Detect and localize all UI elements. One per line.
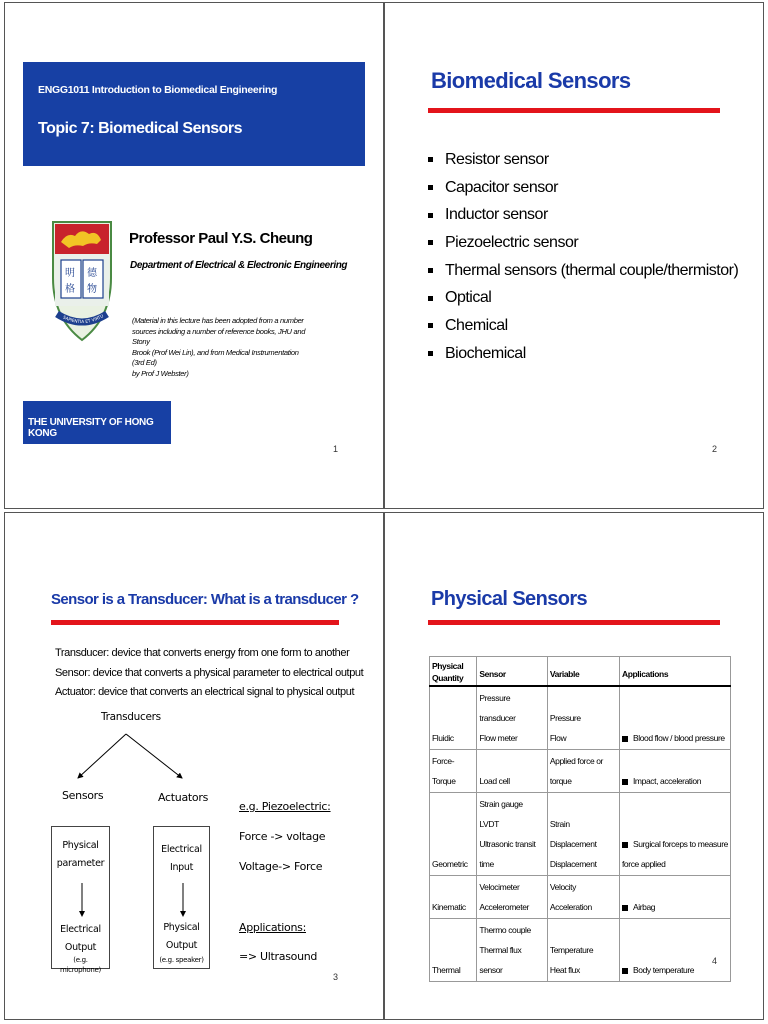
bullet-icon [428,323,433,328]
bullet-icon [428,268,433,273]
header-applications: Applications [619,657,730,687]
page-number: 3 [333,972,339,982]
header-sensor: Sensor [477,657,548,687]
svg-text:德: 德 [87,268,97,279]
bullet-icon [428,351,433,356]
slide-3-title: Sensor is a Transducer: What is a transducer ? [51,591,359,608]
down-arrow-icon [180,883,186,917]
table-row: Fluidic Pressure transducer Flow meter Pressure Flow Blood flow / blood pressure [430,686,731,750]
title-rule [428,620,720,625]
crest-motto: SAPIENTIA ET VIRTU [61,314,105,326]
list-item: Resistor sensor [428,146,738,174]
sensor-type-list [428,146,738,368]
course-name: ENGG1011 Introduction to Biomedical Engineering [38,84,278,96]
list-item: Piezoelectric sensor [428,229,738,257]
page-number: 2 [712,444,718,454]
svg-text:明: 明 [65,268,75,279]
bullet-icon [428,240,433,245]
title-rule [428,108,720,113]
example-heading: e.g. Piezoelectric: [239,800,331,813]
tree-root-label: Transducers [101,711,161,723]
example-line-2: Voltage-> Force [239,860,323,873]
physical-sensors-table [429,656,731,982]
title-band [23,62,365,166]
applications-heading: Applications: [239,921,306,934]
table-row: Kinematic Velocimeter Accelerometer Velocity Acceleration Airbag [430,876,731,919]
bullet-icon [622,905,628,911]
bullet-icon [428,157,433,162]
list-item: Inductor sensor [428,201,738,229]
page-number: 4 [712,956,718,966]
slide-4-title: Physical Sensors [431,588,588,610]
table-row: Thermal Thermo couple Thermal flux sensor Temperature Heat flux Body temperature [430,919,731,982]
table-row: Geometric Strain gauge LVDT Ultrasonic transit time Strain Displacement Displacement Surgical forceps to measure force applied [430,793,731,876]
page-number: 1 [333,444,339,454]
table-header-row [430,657,731,687]
list-item: Biochemical [428,340,738,368]
applications-line: => Ultrasound [239,950,318,963]
bullet-icon [622,736,628,742]
hku-crest-logo [49,218,115,344]
list-item: Chemical [428,312,738,340]
down-arrow-icon [79,883,85,917]
list-item: Capacitor sensor [428,174,738,202]
sensor-box: Physical parameter Electrical Output (e.g. microphone) [51,826,110,969]
transducer-tree-diagram [70,728,200,784]
university-band: THE UNIVERSITY OF HONG KONG [23,401,171,444]
topic-title: Topic 7: Biomedical Sensors [38,120,243,137]
definitions: Transducer: device that converts energy from one form to another Sensor: device that converts a physical parameter to electrical output Actuator: device that converts an electrical signal to physical output [55,647,364,698]
department-name: Department of Electrical & Electronic Engineering [130,260,348,271]
title-rule [51,620,339,625]
actuators-label: Actuators [158,791,209,804]
header-quantity: Physical Quantity [430,657,477,687]
material-note: (Material in this lecture has been adopted from a number sources including a number of reference books, JHU and Stony Brook (Prof Wei Lin), and from Medical Instrumentation (3rd Ed) by Prof J Webster) [132,316,306,378]
svg-text:物: 物 [87,284,97,295]
list-item: Thermal sensors (thermal couple/thermistor) [428,257,738,285]
svg-text:格: 格 [65,284,75,295]
sensors-label: Sensors [62,789,104,802]
example-line-1: Force -> voltage [239,830,326,843]
professor-name: Professor Paul Y.S. Cheung [129,230,313,247]
bullet-icon [428,296,433,301]
bullet-icon [622,779,628,785]
bullet-icon [622,842,628,848]
header-variable: Variable [547,657,619,687]
slide-2-title: Biomedical Sensors [431,68,631,93]
list-item: Optical [428,284,738,312]
table-row: Force-Torque Load cell Applied force or torque Impact, acceleration [430,750,731,793]
bullet-icon [428,213,433,218]
bullet-icon [622,968,628,974]
actuator-box: Electrical Input Physical Output (e.g. speaker) [153,826,210,969]
bullet-icon [428,185,433,190]
